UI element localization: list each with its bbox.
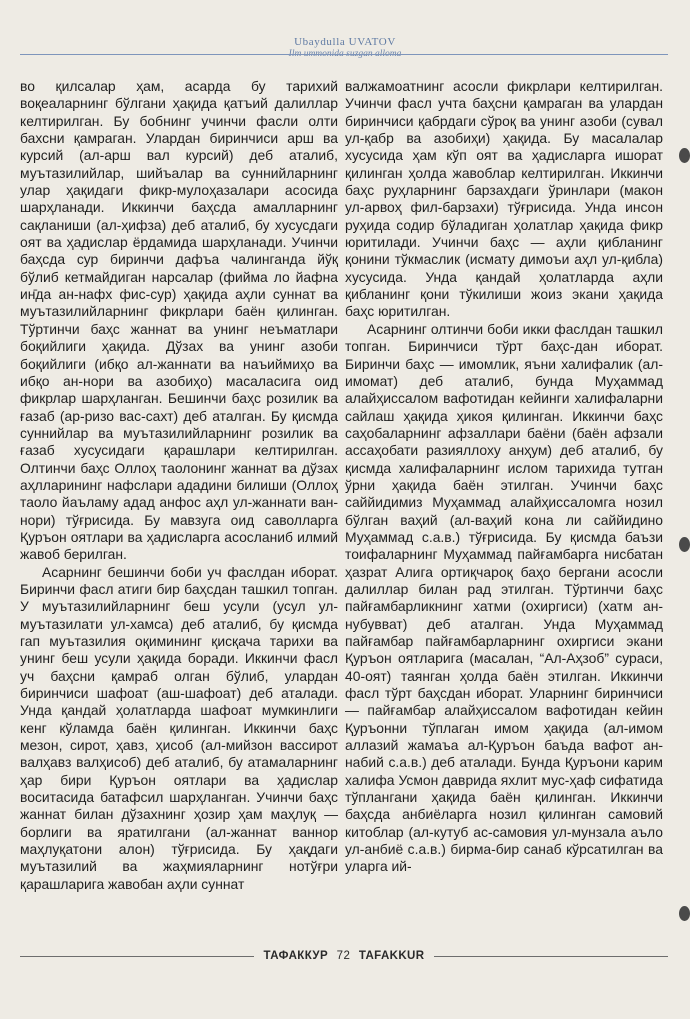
left-paragraph-2: Асарнинг бешинчи боби уч фаслдан иборат. Биринчи фасл атиги бир баҳсдан ташкил топган. У муътазилийларнинг беш усули (усул ул-муътазилати ул-хамса) деб аталиб, бу қисмда гап муътазилия оқимининг қисқача тарихи ва унинг беш усули ҳақида боради. Иккинчи фасл уч баҳсни қамраб олган бўлиб, улардан биринчиси шафоат (аш-шафоат) деб аталади. Унда қандай ҳолатларда шафоат мумкинлиги кенг кўламда баён қилинган. Иккинчи баҳс мезон, сирот, ҳавз, ҳисоб (ал-мийзон вассирот валҳавз валҳисоб) деб аталиб, бу атамаларнинг ҳар бири Қуръон оятлари ва ҳадислар воситасида батафсил шарҳланган. Учинчи баҳс жаннат билан дўзахнинг ҳозир ҳам маҳлуқ — борлиги ва яратилгани (ал-жаннат ваннор маҳлуқатони алон) тўғрисида. Бу ҳақдаги муътазилий ва жаҳмияларнинг нотўғри қарашларига жавобан аҳли суннат <box>20 563 338 892</box>
binder-hole <box>679 148 690 163</box>
article-subtitle: Ilm ummonida suzgan alloma <box>288 49 402 59</box>
footer-rule-left <box>20 956 254 957</box>
binder-hole <box>679 906 690 921</box>
footer-rule-right <box>434 956 668 957</box>
header-rule <box>20 54 668 55</box>
footer-journal-latin: TAFAKKUR <box>358 950 425 962</box>
right-paragraph-1: валжамоатнинг асосли фикрлари келтирилган. Учинчи фасл учта баҳсни қамраган ва улардан биринчиси қабрдаги сўроқ ва унинг азоби (сувал ул-қабр ва азобиҳи) ҳақида. Бу масалалар хусусида ҳам кўп оят ва ҳадисларга ишорат қилинган ҳолда жавоблар келтирилган. Иккинчи баҳс руҳларнинг барзахдаги ўринлари (макон ул-арвоҳ фил-барзахи) тўғрисида. Унда инсон руҳида содир бўладиган ҳолатлар ҳақида фикр юритилади. Учинчи баҳс — аҳли қибланинг қонини тўкмаслик (исмату димоъи аҳл ул-қибла) хусусида. Унда қандай ҳолатларда аҳли қибланинг қони тўкилиши жоиз экани ҳақида баҳс юритилган. <box>345 78 663 320</box>
right-paragraph-2: Асарнинг олтинчи боби икки фаслдан ташкил топган. Биринчиси тўрт баҳс-дан иборат. Биринчи баҳс — имомлик, яъни халифалик (ал-имомат) деб аталиб, бунда Муҳаммад алайҳиссалом вафотидан кейинги халифаларни сайлаш ҳақида ҳикоя қилинган. Иккинчи баҳс саҳобаларнинг афзаллари баёни (баён афзали ассаҳобати разияллоху анҳум) деб аталиб, бу қисмда халифаларнинг ислом тарихида тутган ўрни ҳақида баён этилган. Учинчи баҳс саййидимиз Муҳаммад алайҳиссаломга нозил бўлган ваҳий (ал-ваҳий кона ли саййидино Муҳаммад с.а.в.) тўғрисида. Бу қисмда баъзи тоифаларнинг Муҳаммад пайғамбарга нисбатан ҳазрат Алига ортиқчароқ баҳо бергани асосли далиллар билан рад этилган. Тўртинчи баҳс пайғамбарликнинг хатми (охиргиси) (хатм ан-нубувват) деб аталган. Унда Муҳаммад пайғамбар пайғамбарларнинг охиргиси экани Қуръон оятларига (масалан, “Ал-Аҳзоб” сураси, 40-оят) таянган ҳолда баён этилган. Иккинчи фасл тўрт баҳсдан иборат. Уларнинг биринчиси — пайғамбар алайҳиссалом вафотидан кейин Қуръонни тўплаган имом ҳақида (ал-имом аллазий жамаъа ал-Қуръон баъда вафот ан-набий с.а.в.) деб аталади. Бунда Қуръони карим халифа Усмон даврида яхлит мус-ҳаф сифатида тўплангани ҳақида баён қилинган. Иккинчи баҳсда анбиёларга нозил қилинган самовий китоблар (ал-кутуб ас-самовия ул-мунзала аъло ул-анбиё с.а.в.) бирма-бир санаб кўрсатилган ва уларга ий- <box>345 320 663 875</box>
page-footer <box>20 948 668 964</box>
binder-hole <box>679 537 690 552</box>
running-head <box>0 36 690 59</box>
article-author: Ubaydulla UVATOV <box>294 36 396 48</box>
left-column <box>20 78 338 893</box>
footer-journal-cyrillic: ТАФАККУР <box>263 950 329 962</box>
right-column <box>345 78 663 876</box>
page-number: 72 <box>336 950 351 962</box>
left-paragraph-1: во қилсалар ҳам, асарда бу тарихий воқеаларнинг бўлгани ҳақида қатъий далиллар келтирилган. Бу бобнинг учинчи фасли олти бахсни қамраган. Улардан биринчиси арш ва курсий (ал-арш вал курсий) деб аталиб, муътазилийлар, шийъалар ва суннийларнинг улар ҳақидаги фикр-мулоҳазалари асосида шарҳланади. Иккинчи баҳсда амалларнинг сақланиши (ал-ҳифза) деб аталиб, бу хусусдаги оят ва ҳадислар ёрдамида шарҳланади. Учинчи баҳсда сур биринчи дафъа чалинганда йўқ бўлиб кетмайдиган нарсалар (фийма ло йафна ин̄да ан-нафх фис-сур) ҳақида аҳли суннат ва муътазилийларнинг фикрлари баён қилинган. Тўртинчи баҳс жаннат ва унинг неъматлари боқийлиги ҳақида. Дўзах ва унинг азоби боқийлиги (ибқо ал-жаннати ва наъиймиҳо ва ибқо ан-нори ва азобиҳо) масаласига оид фикрлар шарҳланган. Бешинчи баҳс розилик ва ғазаб (ар-ризо вас-сахт) деб аталган. Бу қисмда суннийлар ва муътазилийларнинг розилик ва ғазаб хусусидаги қарашлари келтирилган. Олтинчи баҳс Оллоҳ таолонинг жаннат ва дўзах аҳлларининг нафслари ададини билиши (Оллоҳ таоло йаъламу адад анфос аҳл ул-жаннати ван-нори) тўғрисида. Бу мавзуга оид саволларга Қуръон оятлари ва ҳадисларга асосланиб илмий жавоб берилган. <box>20 78 338 563</box>
footer-label <box>254 950 435 962</box>
